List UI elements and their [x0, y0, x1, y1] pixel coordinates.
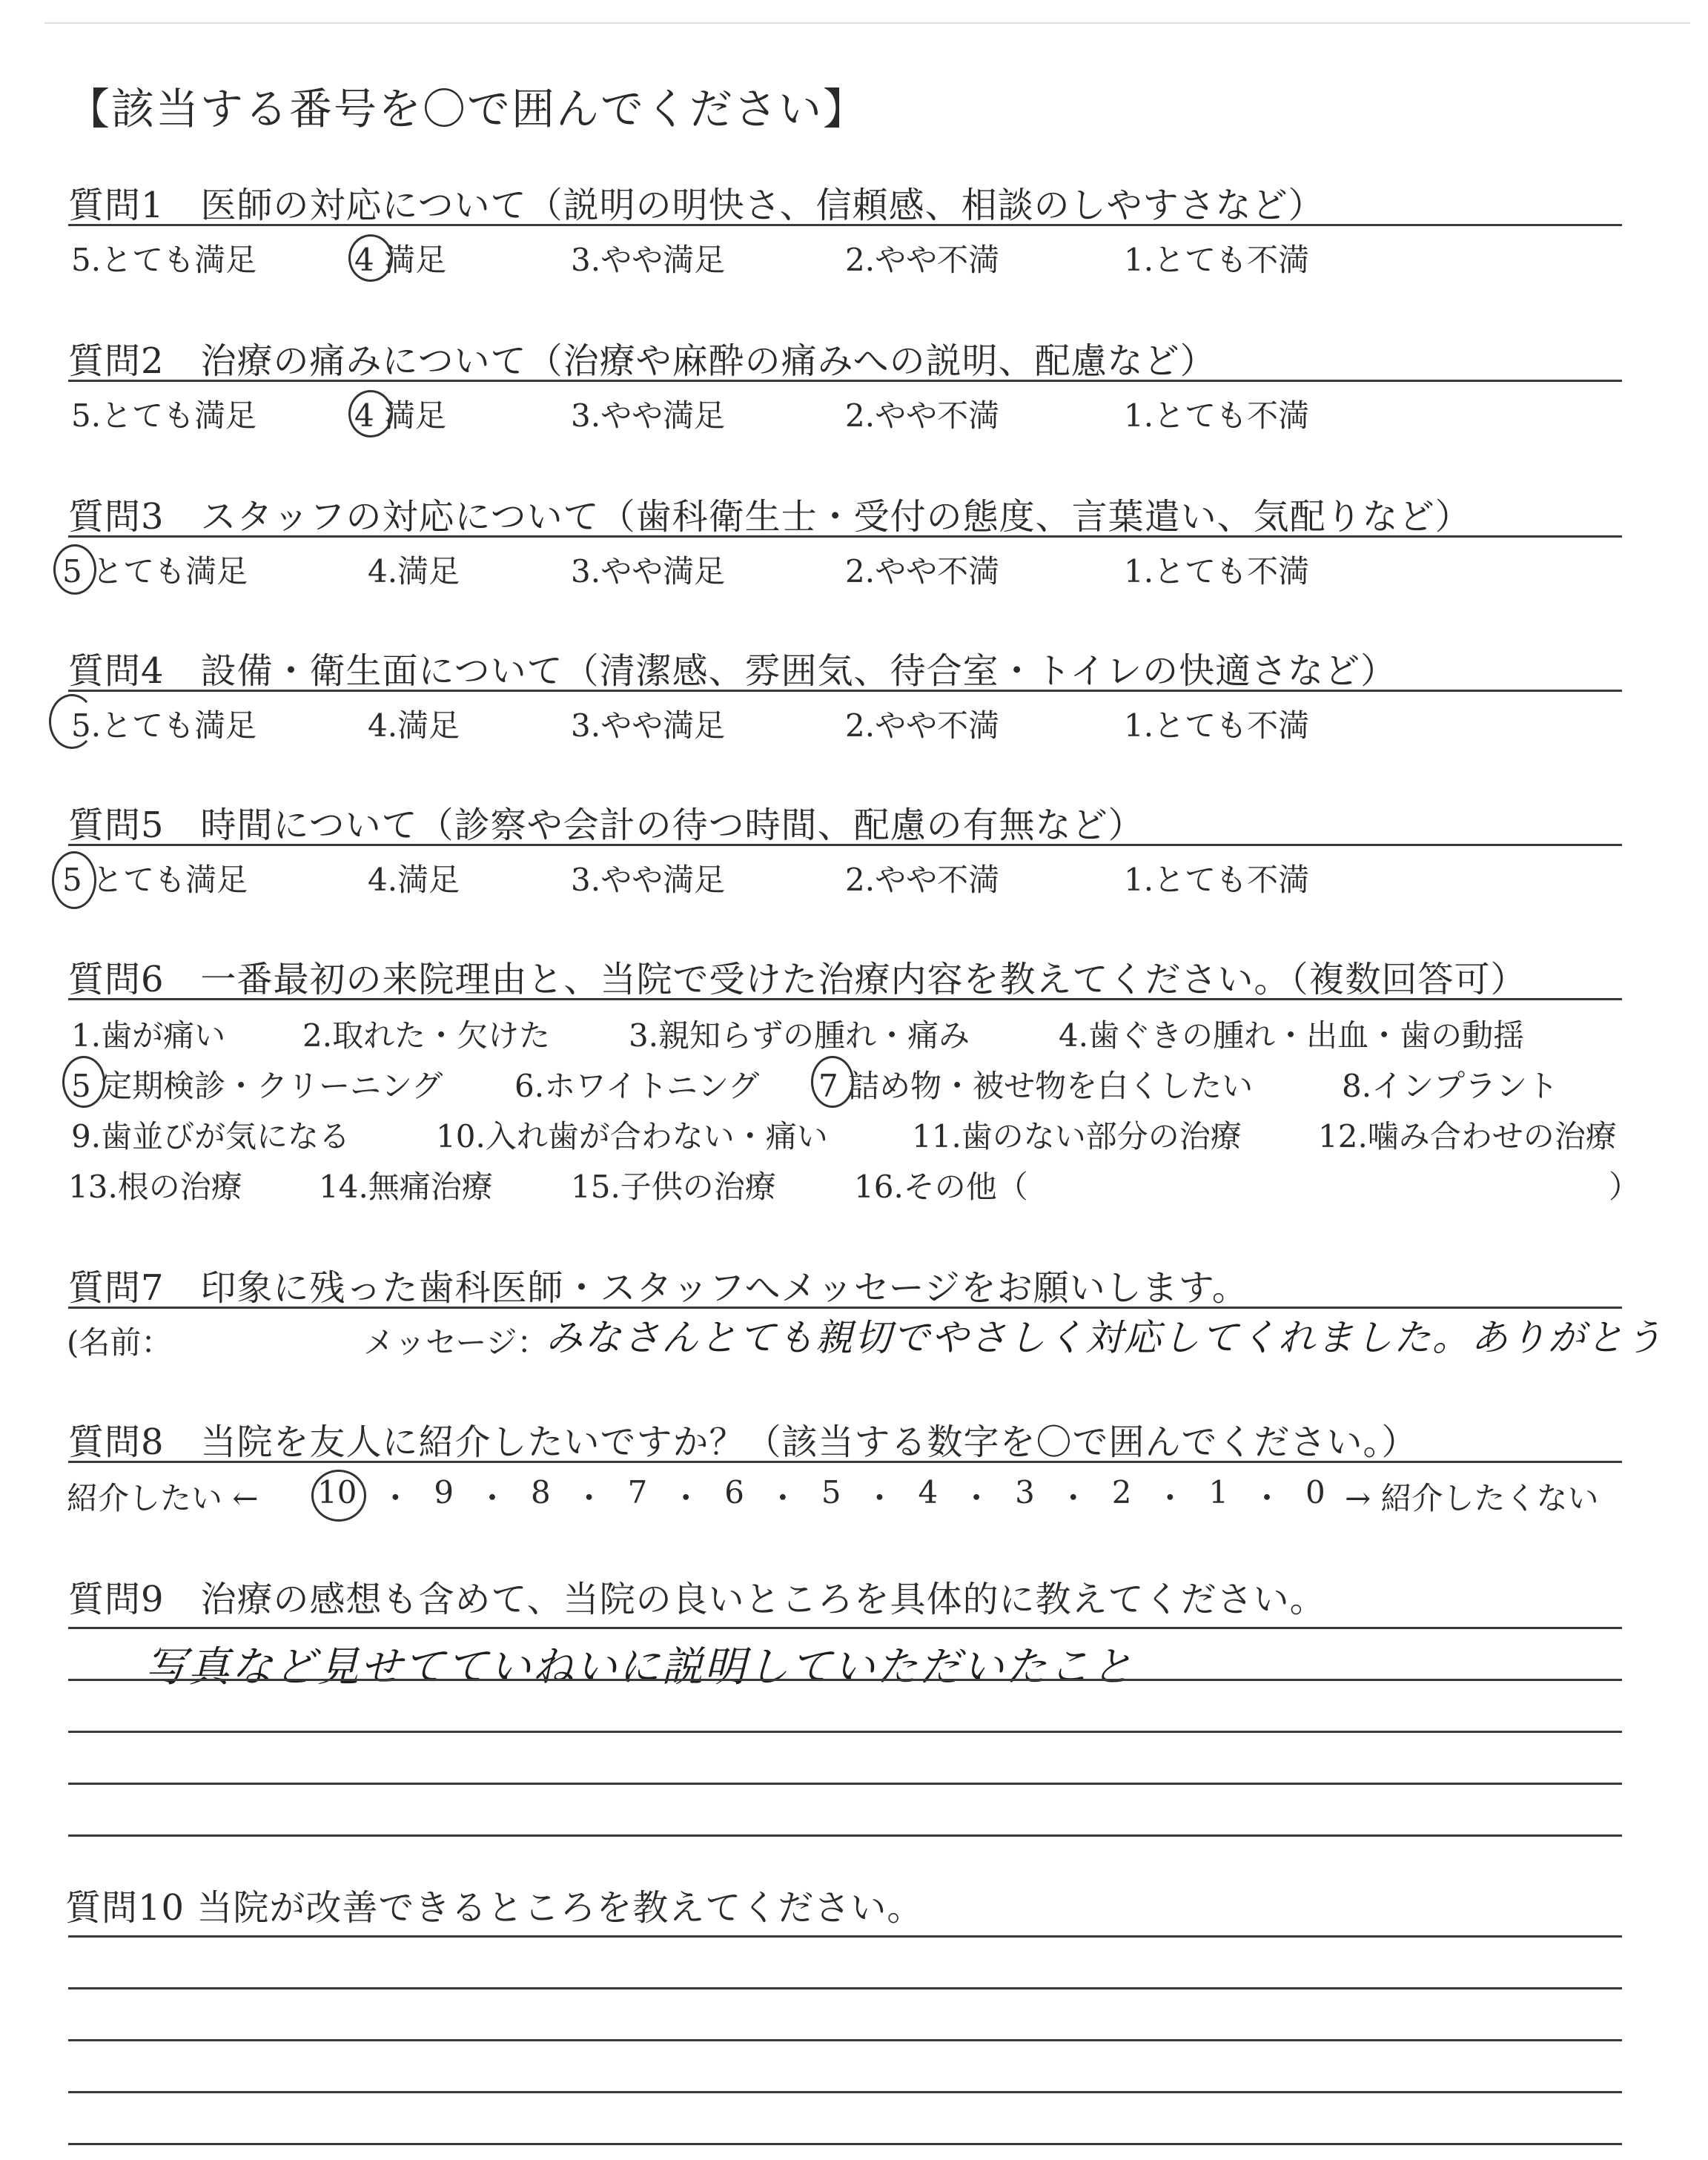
- q6-option-9[interactable]: 9.歯並びが気になる: [71, 1118, 351, 1155]
- q8-dot: ・: [670, 1480, 702, 1516]
- q9-line-1: [68, 1627, 1622, 1629]
- q8-answer-circle: [311, 1470, 366, 1522]
- q3-option-5[interactable]: 5 とても満足: [62, 553, 248, 589]
- q8-scale-6[interactable]: 6: [724, 1474, 744, 1510]
- question-10-label: 質問10 当院が改善できるところを教えてください。: [65, 1887, 924, 1929]
- q10-line-1[interactable]: [68, 1935, 1622, 1938]
- question-3-rule: [68, 535, 1622, 538]
- q3-answer-circle: [53, 544, 96, 595]
- q1-option-5[interactable]: 5.とても満足: [71, 242, 257, 278]
- q8-scale-4[interactable]: 4: [918, 1474, 939, 1510]
- q7-message-label: メッセージ：: [363, 1324, 549, 1361]
- question-3-label: 質問3 スタッフの対応について（歯科衛生士・受付の態度、言葉遣い、気配りなど）: [68, 496, 1472, 538]
- q6-option-11[interactable]: 11.歯のない部分の治療: [912, 1118, 1242, 1155]
- q6-option-1[interactable]: 1.歯が痛い: [71, 1017, 226, 1054]
- q5-option-4[interactable]: 4.満足: [368, 862, 460, 898]
- q8-right-label: → 紹介したくない: [1345, 1480, 1599, 1516]
- q9-line-3: [68, 1731, 1622, 1733]
- q9-line-4: [68, 1783, 1622, 1785]
- q6-option-15[interactable]: 15.子供の治療: [571, 1169, 776, 1205]
- q4-option-4[interactable]: 4.満足: [368, 707, 460, 744]
- q8-dot: ・: [1251, 1480, 1283, 1516]
- q8-scale-9[interactable]: 9: [434, 1474, 454, 1510]
- q2-option-1[interactable]: 1.とても不満: [1124, 397, 1310, 434]
- q3-option-2[interactable]: 2.やや不満: [845, 553, 1000, 589]
- question-1-rule: [68, 224, 1622, 226]
- q8-scale-7[interactable]: 7: [627, 1474, 648, 1510]
- q8-scale-5[interactable]: 5: [821, 1474, 841, 1510]
- q6-option-2[interactable]: 2.取れた・欠けた: [302, 1017, 551, 1054]
- q5-option-3[interactable]: 3.やや満足: [571, 862, 726, 898]
- q7-name-label: (名前：: [67, 1324, 173, 1361]
- q5-option-1[interactable]: 1.とても不満: [1124, 862, 1310, 898]
- q8-dot: ・: [961, 1480, 993, 1516]
- q10-line-5[interactable]: [68, 2143, 1622, 2145]
- form-title: 【該当する番号を〇で囲んでください】: [67, 84, 868, 134]
- q4-option-1[interactable]: 1.とても不満: [1124, 707, 1310, 744]
- q5-option-5[interactable]: 5 とても満足: [62, 862, 248, 898]
- q6-option-5[interactable]: 5 定期検診・クリーニング: [71, 1068, 443, 1104]
- question-1-label: 質問1 医師の対応について（説明の明快さ、信頼感、相談のしやすさなど）: [68, 185, 1325, 226]
- q1-option-1[interactable]: 1.とても不満: [1124, 242, 1310, 278]
- q6-option-10[interactable]: 10.入れ歯が合わない・痛い: [436, 1118, 828, 1155]
- q8-dot: ・: [1057, 1480, 1089, 1516]
- q4-option-5[interactable]: 5.とても満足: [71, 707, 257, 744]
- q10-line-2[interactable]: [68, 1987, 1622, 1989]
- q9-answer-handwritten[interactable]: 写真など見せてていねいに説明していただいたこと: [145, 1643, 1134, 1691]
- q2-option-2[interactable]: 2.やや不満: [845, 397, 1000, 434]
- q8-scale-8[interactable]: 8: [530, 1474, 551, 1510]
- q8-scale-2[interactable]: 2: [1111, 1474, 1132, 1510]
- q8-dot: ・: [767, 1480, 798, 1516]
- q10-line-4[interactable]: [68, 2091, 1622, 2093]
- question-6-label: 質問6 一番最初の来院理由と、当院で受けた治療内容を教えてください。（複数回答可）: [68, 959, 1527, 1000]
- q2-option-5[interactable]: 5.とても満足: [71, 397, 257, 434]
- q8-dot: ・: [1154, 1480, 1186, 1516]
- question-8-rule: [68, 1461, 1622, 1463]
- q8-left-label: 紹介したい ←: [67, 1480, 259, 1516]
- q6-option-8[interactable]: 8.インプラント: [1342, 1068, 1559, 1104]
- question-7-label: 質問7 印象に残った歯科医師・スタッフへメッセージをお願いします。: [68, 1267, 1248, 1309]
- q9-line-5: [68, 1834, 1622, 1837]
- question-2-label: 質問2 治療の痛みについて（治療や麻酔の痛みへの説明、配慮など）: [68, 340, 1217, 382]
- q6-circle-7: [811, 1056, 854, 1108]
- q8-scale: [317, 1474, 1325, 1519]
- q1-option-2[interactable]: 2.やや不満: [845, 242, 1000, 278]
- question-5-rule: [68, 844, 1622, 846]
- q6-option-16-close: ）: [1609, 1169, 1641, 1205]
- q8-scale-10[interactable]: 10: [317, 1474, 357, 1510]
- q8-scale-0[interactable]: 0: [1305, 1474, 1325, 1510]
- q2-option-4[interactable]: 4 満足: [354, 397, 447, 434]
- q8-scale-1[interactable]: 1: [1208, 1474, 1229, 1510]
- q3-option-1[interactable]: 1.とても不満: [1124, 553, 1310, 589]
- q8-dot: ・: [380, 1480, 411, 1516]
- q8-dot: ・: [864, 1480, 896, 1516]
- q5-answer-circle: [52, 851, 96, 909]
- q6-circle-5: [62, 1056, 105, 1108]
- q6-option-7[interactable]: 7 詰め物・被せ物を白くしたい: [818, 1068, 1254, 1104]
- q4-answer-circle: [49, 694, 95, 749]
- q1-answer-circle: [348, 234, 393, 282]
- q8-dot: ・: [573, 1480, 605, 1516]
- q6-option-3[interactable]: 3.親知らずの腫れ・痛み: [629, 1017, 970, 1054]
- top-edge-line: [44, 22, 1690, 24]
- q2-answer-circle: [348, 390, 393, 437]
- question-9-label: 質問9 治療の感想も含めて、当院の良いところを具体的に教えてください。: [68, 1579, 1326, 1620]
- q6-option-13[interactable]: 13.根の治療: [68, 1169, 242, 1205]
- q8-dot: ・: [477, 1480, 509, 1516]
- q6-option-4[interactable]: 4.歯ぐきの腫れ・出血・歯の動揺: [1059, 1017, 1525, 1054]
- q4-option-2[interactable]: 2.やや不満: [845, 707, 1000, 744]
- q4-option-3[interactable]: 3.やや満足: [571, 707, 726, 744]
- q6-option-14[interactable]: 14.無痛治療: [319, 1169, 493, 1205]
- q9-line-2: [68, 1679, 1622, 1681]
- q1-option-3[interactable]: 3.やや満足: [571, 242, 726, 278]
- q6-option-16[interactable]: 16.その他（: [854, 1169, 1028, 1205]
- question-4-label: 質問4 設備・衛生面について（清潔感、雰囲気、待合室・トイレの快適さなど）: [68, 650, 1397, 692]
- q8-scale-3[interactable]: 3: [1015, 1474, 1035, 1510]
- q10-line-3[interactable]: [68, 2039, 1622, 2041]
- q1-option-4[interactable]: 4 満足: [354, 242, 447, 278]
- q7-message-handwritten[interactable]: みなさんとても親切でやさしく対応してくれました。ありがとう: [546, 1316, 1664, 1359]
- question-4-rule: [68, 690, 1622, 692]
- question-2-rule: [68, 380, 1622, 382]
- q2-option-3[interactable]: 3.やや満足: [571, 397, 726, 434]
- question-6-rule: [68, 998, 1622, 1000]
- q6-option-12[interactable]: 12.噛み合わせの治療: [1318, 1118, 1617, 1155]
- q6-option-6[interactable]: 6.ホワイトニング: [514, 1068, 760, 1104]
- question-8-label: 質問8 当院を友人に紹介したいですか？（該当する数字を〇で囲んでください。）: [68, 1421, 1418, 1463]
- q3-option-3[interactable]: 3.やや満足: [571, 553, 726, 589]
- question-5-label: 質問5 時間について（診察や会計の待つ時間、配慮の有無など）: [68, 805, 1145, 846]
- q3-option-4[interactable]: 4.満足: [368, 553, 460, 589]
- q5-option-2[interactable]: 2.やや不満: [845, 862, 1000, 898]
